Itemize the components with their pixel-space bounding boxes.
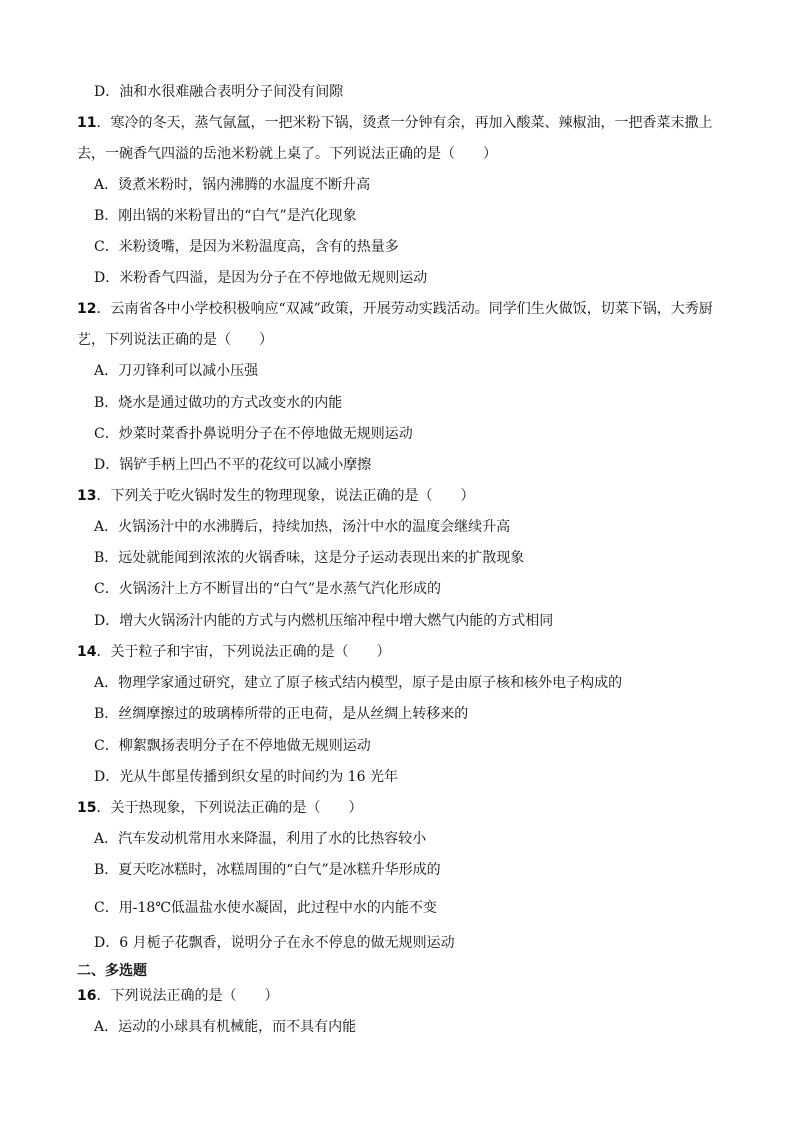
question-12-option-a: A．刀刃锋利可以减小压强: [94, 363, 259, 379]
question-text: ．下列说法正确的是（ ）: [96, 988, 279, 1004]
question-text: ．关于粒子和宇宙，下列说法正确的是（ ）: [96, 644, 391, 660]
question-number: 12: [77, 301, 97, 317]
question-15-option-a: A．汽车发动机常用水来降温，利用了水的比热容较小: [94, 831, 427, 847]
question-14-option-a: A．物理学家通过研究，建立了原子核式结内模型，原子是由原子核和核外电子构成的: [94, 675, 623, 691]
question-14-option-b: B．丝绸摩擦过的玻璃棒所带的正电荷，是从丝绸上转移来的: [94, 706, 469, 722]
section-heading-multiple-choice: 二、多选题: [77, 963, 147, 979]
question-11-option-b: B．刚出锅的米粉冒出的“白气”是汽化现象: [94, 208, 357, 224]
question-number: 13: [77, 488, 97, 504]
question-12-stem-continued: 艺，下列说法正确的是（ ）: [77, 332, 273, 348]
question-11-option-a: A．烫煮米粉时，锅内沸腾的水温度不断升高: [94, 177, 371, 193]
question-13-option-d: D．增大火锅汤汁内能的方式与内燃机压缩冲程中增大燃气内能的方式相同: [94, 613, 554, 629]
question-12-stem: [77, 300, 713, 318]
question-13-option-b: B．远处就能闻到浓浓的火锅香味，这是分子运动表现出来的扩散现象: [94, 550, 525, 566]
question-16-option-a: A．运动的小球具有机械能，而不具有内能: [94, 1019, 357, 1035]
question-16-stem: [77, 987, 278, 1005]
question-12-option-d: D．锅铲手柄上凹凸不平的花纹可以减小摩擦: [94, 457, 372, 473]
question-11-option-c: C．米粉烫嘴，是因为米粉温度高，含有的热量多: [94, 239, 399, 255]
question-15-stem: [77, 799, 362, 817]
question-number: 16: [77, 988, 97, 1004]
question-12-option-b: B．烧水是通过做功的方式改变水的内能: [94, 395, 343, 411]
question-15-option-d: D．6 月栀子花飘香，说明分子在永不停息的做无规则运动: [94, 935, 455, 951]
question-11-stem-continued: 去，一碗香气四溢的岳池米粉就上桌了。下列说法正确的是（ ）: [77, 146, 497, 162]
question-13-stem: [77, 487, 474, 505]
question-text: ．寒冷的冬天，蒸气氤氲，一把米粉下锅，烫煮一分钟有余，再加入酸菜、辣椒油，一把香菜末撒上: [96, 115, 713, 131]
question-number: 14: [77, 644, 97, 660]
question-14-option-d: D．光从牛郎星传播到织女星的时间约为 16 光年: [94, 769, 398, 785]
question-15-option-c: C．用-18℃低温盐水使水凝固，此过程中水的内能不变: [94, 900, 437, 916]
question-11-stem: [77, 114, 712, 132]
question-number: 15: [77, 800, 97, 816]
question-13-option-c: C．火锅汤汁上方不断冒出的“白气”是水蒸气汽化形成的: [94, 581, 442, 597]
question-12-option-c: C．炒菜时菜香扑鼻说明分子在不停地做无规则运动: [94, 426, 413, 442]
question-15-option-b: B．夏天吃冰糕时，冰糕周围的“白气”是冰糕升华形成的: [94, 862, 441, 878]
question-text: ．下列关于吃火锅时发生的物理现象，说法正确的是（ ）: [96, 488, 475, 504]
question-number: 11: [77, 115, 97, 131]
question-13-option-a: A．火锅汤汁中的水沸腾后，持续加热，汤汁中水的温度会继续升高: [94, 519, 511, 535]
question-10-option-d: D．油和水很难融合表明分子间没有间隙: [94, 84, 344, 100]
question-14-option-c: C．柳絮飘扬表明分子在不停地做无规则运动: [94, 738, 371, 754]
question-11-option-d: D．米粉香气四溢，是因为分子在不停地做无规则运动: [94, 270, 428, 286]
question-14-stem: [77, 643, 390, 661]
question-text: ．关于热现象，下列说法正确的是（ ）: [96, 800, 363, 816]
question-text: ．云南省各中小学校积极响应“双减”政策，开展劳动实践活动。同学们生火做饭，切菜下锅，大秀厨: [96, 301, 713, 317]
